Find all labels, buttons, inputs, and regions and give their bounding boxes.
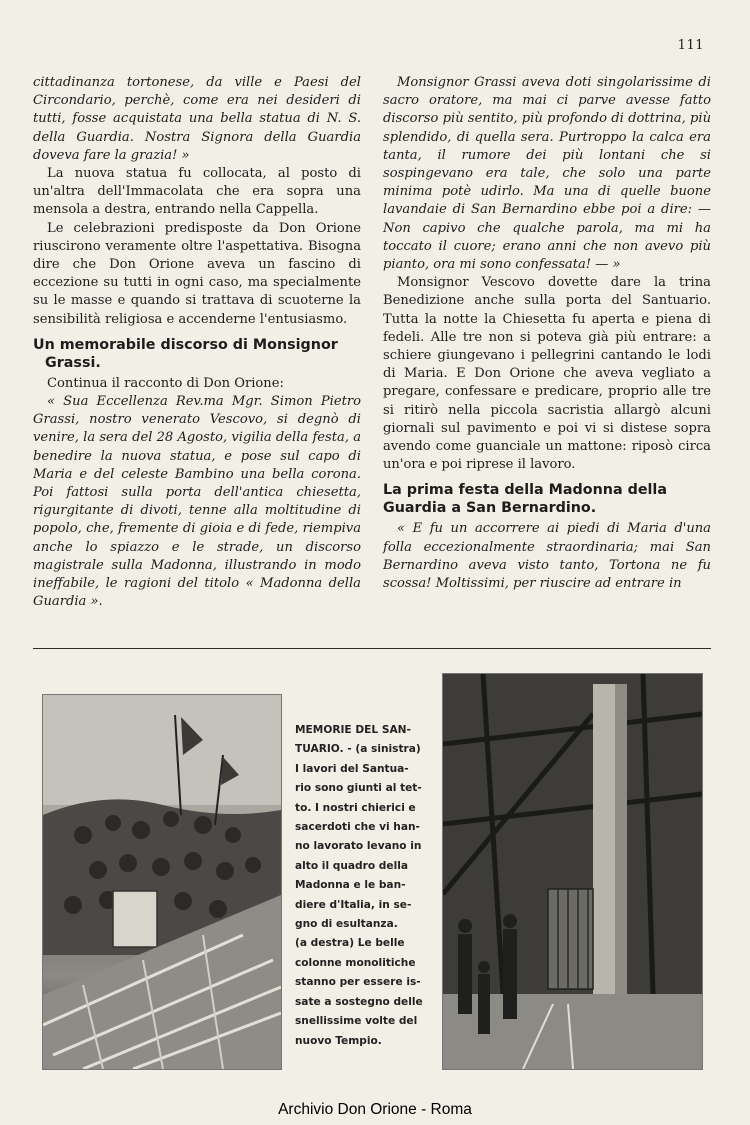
section-divider xyxy=(33,648,711,649)
caption-line: stanno per essere is- xyxy=(295,976,421,989)
caption-line: Madonna e le ban- xyxy=(295,879,406,892)
caption-line: no lavorato levano in xyxy=(295,840,422,853)
paragraph: « E fu un accorrere ai piedi di Maria d'una folla eccezionalmente straordinaria; mai San Bernardino aveva visto tanto, Tortona ne fu scossa! Moltissimi, per riuscire ad entrare in xyxy=(383,521,711,592)
heading-line: Grassi. xyxy=(45,354,101,371)
caption-line: I lavori del Santua- xyxy=(295,762,409,775)
paragraph: cittadinanza tortonese, da ville e Paesi del Circondario, perchè, come era nei desideri di tutti, fosse acquistata una bella statua di N. S. della Guardia. Nostra Signora della Guardia doveva fare la grazia! » xyxy=(33,75,361,163)
caption-line: MEMORIE DEL SAN- xyxy=(295,724,411,736)
left-column xyxy=(33,74,361,611)
caption-line: TUARIO. - (a sinistra) xyxy=(295,743,421,756)
caption-line: sacerdoti che vi han- xyxy=(295,821,420,834)
caption-line: snellissime volte del xyxy=(295,1015,418,1028)
section-heading xyxy=(33,336,361,372)
photo-roof-celebration xyxy=(42,694,282,1070)
caption-line: rio sono giunti al tet- xyxy=(295,782,422,795)
paragraph: Monsignor Grassi aveva doti singolarissime di sacro oratore, ma mai ci parve avesse fatto discorso più sentito, più profondo di dottrina, più splendido, di quella sera. Purtroppo la calca era tanta, il rumore dei più lontani che si sospingevano era tale, che solo una parte minima potè udirlo. Ma una di quelle buone lavandaie di San Bernardino ebbe poi a dire: — Non capivo che qualche parola, ma mi ha toccato il cuore; erano anni che non avevo più pianto, ora mi sono confessata! — » xyxy=(383,75,711,273)
caption-line: (a destra) Le belle xyxy=(295,937,405,950)
caption-line: sate a sostegno delle xyxy=(295,995,423,1008)
paragraph: Continua il racconto di Don Orione: xyxy=(47,375,284,391)
caption-line: nuovo Tempio. xyxy=(295,1034,382,1047)
page-number: 111 xyxy=(677,38,704,53)
archive-footer: Archivio Don Orione - Roma xyxy=(278,1101,472,1118)
caption-line: to. I nostri chierici e xyxy=(295,801,416,814)
photo-caption xyxy=(295,721,433,1051)
photo-roof-celebration-graphic xyxy=(43,695,281,1069)
paragraph: Le celebrazioni predisposte da Don Orione riuscirono veramente oltre l'aspettativa. Bisogna dire che Don Orione aveva un fascino di eccezione su tutti in ogni caso, ma specialmente su le masse e quando si trattava di scuoterne la sensibilità religiosa e accenderne l'entusiasmo. xyxy=(33,220,361,327)
caption-line: diere d'Italia, in se- xyxy=(295,898,412,911)
heading-line: Un memorabile discorso di Monsignor xyxy=(33,336,338,353)
photo-columns-construction-graphic xyxy=(443,674,702,1069)
caption-line: gno di esultanza. xyxy=(295,918,398,931)
section-heading xyxy=(383,481,711,517)
photo-columns-construction xyxy=(442,673,703,1070)
heading-line: La prima festa della Madonna della Guardia a San Bernardino. xyxy=(383,482,667,517)
right-column xyxy=(383,74,711,593)
caption-line: alto il quadro della xyxy=(295,859,408,872)
paragraph: « Sua Eccellenza Rev.ma Mgr. Simon Pietro Grassi, nostro venerato Vescovo, si degnò di venire, la sera del 28 Agosto, vigilia della festa, a benedire la nuova statua, e pose sul capo di Maria e del celeste Bambino una bella corona. Poi fattosi sulla porta dell'antica chiesetta, rigurgitante di divoti, tenne alla moltitudine di popolo, che, fremente di gioia e di fede, riempiva anche lo spiazzo e le strade, un discorso magistrale sulla Madonna, illustrando in modo ineffabile, le ragioni del titolo « Madonna della Guardia ». xyxy=(33,394,361,610)
paragraph: Monsignor Vescovo dovette dare la trina Benedizione anche sulla porta del Santuario. Tutta la notte la Chiesetta fu aperta e piena di fedeli. Alle tre non si poteva già più entrare: a schiere giungevano i pellegrini cantando le lodi di Maria. E Don Orione che aveva vegliato a pregare, confessare e predicare, proprio alle tre si ritirò nella piccola sacristia allargò alcuni giornali sul pavimento e poi vi si distese sopra avendo come guanciale un mattone: riposò circa un'ora e poi riprese il lavoro. xyxy=(383,275,711,473)
paragraph: La nuova statua fu collocata, al posto di un'altra dell'Immacolata che era sopra una mensola a destra, entrando nella Cappella. xyxy=(33,166,361,218)
caption-line: colonne monolitiche xyxy=(295,956,416,969)
